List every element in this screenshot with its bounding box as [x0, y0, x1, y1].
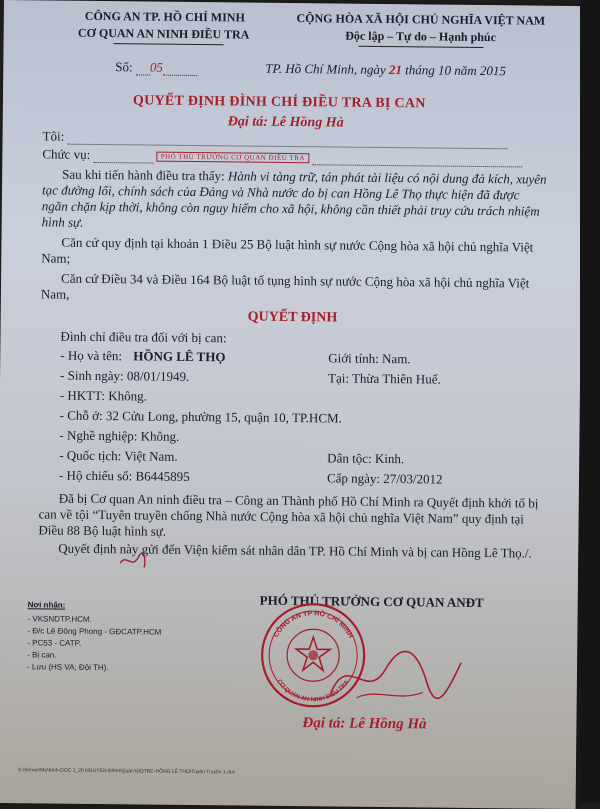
paragraph-legal-basis-2: Căn cứ Điều 34 và Điều 164 Bộ luật tố tụng hình sự nước Cộng hòa xã hội chủ nghĩa Việt Nam, [40, 270, 530, 302]
occupation: - Nghề nghiệp: Không. [59, 427, 180, 444]
decision-heading: QUYẾT ĐỊNH [247, 309, 338, 326]
doc-number-dots [136, 62, 150, 75]
field-chucvu-dots [93, 150, 153, 164]
passport-number: - Hộ chiếu số: B6445895 [58, 467, 190, 484]
background-edge [580, 0, 600, 803]
paragraph-prosecution: Đã bị Cơ quan An ninh điều tra – Công an Thành phố Hồ Chí Minh ra Quyết định khởi tố bị can về tội “Tuyên truyền chống Nhà nước Cộng hòa xã hội chủ nghĩa Việt Nam” quy định tại Điều 88 Bộ luật hình sự. [38, 490, 539, 539]
defendant-name: HỒNG LÊ THỌ [133, 348, 226, 365]
motto: Độc lập – Tự do – Hạnh phúc [345, 28, 497, 45]
decision-intro: Đình chỉ điều tra đối với bị can: [60, 328, 227, 346]
recipient-item: - VKSNDTP.HCM. [27, 614, 92, 624]
divider-right [359, 46, 484, 48]
doc-number-label: Số: [115, 59, 133, 75]
findings-lead: Sau khi tiến hành điều tra thấy: [62, 166, 225, 184]
recipient-item: - PC53 - CATP. [27, 638, 82, 648]
nationality: - Quốc tịch: Việt Nam. [59, 447, 178, 464]
paragraph-legal-basis-1: Căn cứ quy định tại khoản 1 Điều 25 Bộ luật hình sự nước Cộng hòa xã hội chủ nghĩa Việt Nam; [41, 234, 534, 266]
field-chucvu-label: Chức vụ: [42, 146, 91, 162]
date-day: 21 [388, 62, 403, 78]
place-of-birth: Tại: Thừa Thiên Huế. [327, 370, 441, 387]
signatory-title: PHÓ THỦ TRƯỞNG CƠ QUAN ANĐT [259, 592, 484, 611]
field-toi-label: Tôi: [42, 128, 65, 144]
paragraph-distribution: Quyết định này gửi đến Viện kiểm sát nhân dân TP. Hồ Chí Minh và bị can Hồng Lê Thọ./. [58, 540, 532, 561]
handwritten-mark [118, 549, 148, 571]
signatory-name: Đại tá: Lê Hồng Hà [302, 715, 427, 733]
position-stamp: PHÓ THỦ TRƯỞNG CƠ QUAN ĐIỀU TRA [157, 152, 309, 164]
doc-number-dots-2 [163, 63, 197, 76]
signature-scribble [327, 641, 468, 712]
agency-subname: CƠ QUAN AN NINH ĐIỀU TRA [77, 25, 250, 42]
agency-name: CÔNG AN TP. HỒ CHÍ MINH [84, 8, 245, 25]
date-rest: tháng 10 năm 2015 [405, 62, 507, 79]
passport-issued: Cấp ngày: 27/03/2012 [326, 470, 443, 487]
issue-date [265, 61, 506, 80]
divider-left [114, 43, 224, 45]
seal-text-top: CÔNG AN TP HỒ CHÍ MINH [272, 610, 354, 640]
recipient-item: - Lưu (HS VA; Đội TH). [26, 662, 109, 673]
current-address: - Chỗ ở: 32 Cửu Long, phường 15, quận 10, TP.HCM. [59, 407, 342, 426]
doc-number-value: 05 [149, 59, 163, 75]
recipient-item: - Đ/c Lê Đông Phong - GĐCATP.HCM [27, 626, 162, 637]
date-prefix: TP. Hồ Chí Minh, ngày [265, 60, 386, 78]
findings-body: Hành vi tàng trữ, tán phát tài liệu có nội dung đả kích, xuyên tạc đường lối, chính sách của Đảng và Nhà nước do bị can Hồng Lê Thọ thực hiện đã được ngăn chặn kịp thời, không còn nguy hiểm cho xã hội, không cần thiết phải truy cứu trách nhiệm hình sự. [41, 168, 547, 230]
field-chucvu-dots-2 [312, 152, 522, 167]
residence-registration: - HKTT: Không. [59, 387, 148, 404]
date-of-birth: - Sinh ngày: 08/01/1949. [59, 367, 190, 384]
paragraph-findings [42, 166, 548, 235]
file-path-footer: S:\Server\Me\Kinh-DOC 1_20 NGUYEN ĐINH\Quản lý\DTBC-HỒNG LÊ THỌ\Tuyên Truyền 1.doc [17, 767, 236, 776]
document-title: QUYẾT ĐỊNH ĐÌNH CHỈ ĐIỀU TRA BỊ CAN [132, 93, 426, 112]
defendant-name-row [60, 348, 225, 366]
seal-text-bottom: CƠ QUAN AN NINH ĐIỀU TRA [275, 678, 351, 704]
ethnicity: Dân tộc: Kinh. [327, 450, 405, 467]
gender: Giới tính: Nam. [328, 350, 411, 367]
republic-header: CỘNG HÒA XÃ HỘI CHỦ NGHĨA VIỆT NAM [296, 11, 546, 28]
recipient-item: - Bị can. [27, 650, 57, 660]
name-label: - Họ và tên: [60, 347, 123, 364]
field-chucvu [42, 146, 522, 167]
signer-rank-top: Đại tá: Lê Hồng Hà [227, 114, 344, 131]
field-toi [42, 128, 507, 149]
doc-number [115, 59, 197, 76]
recipients-label: Nơi nhận: [27, 600, 66, 610]
